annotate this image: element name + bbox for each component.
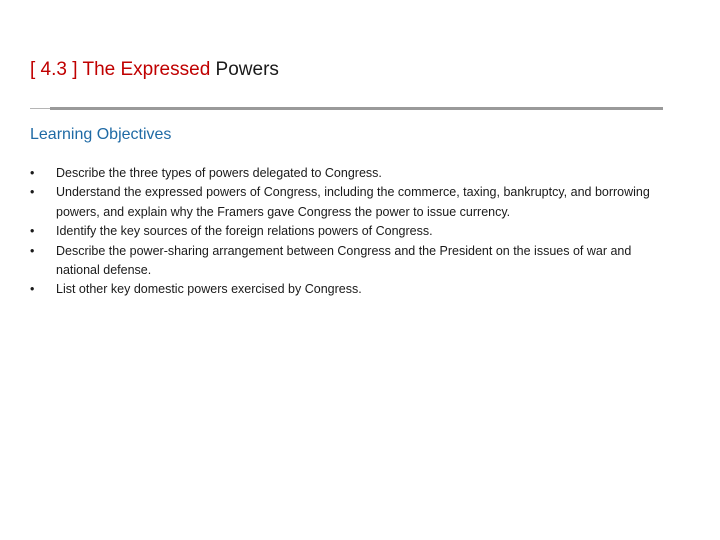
objective-text: Identify the key sources of the foreign relations powers of Congress. <box>56 224 433 239</box>
title-number: [ 4.3 ] <box>30 59 78 80</box>
title-divider-left <box>30 108 50 109</box>
objective-text: List other key domestic powers exercised by Congress. <box>56 282 362 297</box>
bullet: • <box>30 166 35 180</box>
bullet: • <box>30 243 35 258</box>
list-item <box>30 222 650 241</box>
objective-text: Understand the expressed powers of Congress, including the commerce, taxing, bankruptcy, and borrowing powers, and explain why the Framers gave Congress the power to issue currency. <box>56 185 650 219</box>
bullet: • <box>30 282 35 297</box>
objectives-list <box>30 164 650 300</box>
list-item <box>30 242 650 281</box>
slide-title <box>30 57 279 83</box>
section-heading: Learning Objectives <box>30 126 172 143</box>
bullet: • <box>30 185 35 200</box>
list-item <box>30 164 650 183</box>
title-divider <box>50 107 663 110</box>
objective-text: Describe the three types of powers delegated to Congress. <box>56 166 382 180</box>
title-rest: Powers <box>215 59 279 80</box>
bullet: • <box>30 224 35 239</box>
title-highlight: The Expressed <box>82 59 211 80</box>
objective-text: Describe the power-sharing arrangement between Congress and the President on the issues of war and national defense. <box>56 243 632 278</box>
list-item <box>30 183 650 222</box>
list-item <box>30 280 650 299</box>
